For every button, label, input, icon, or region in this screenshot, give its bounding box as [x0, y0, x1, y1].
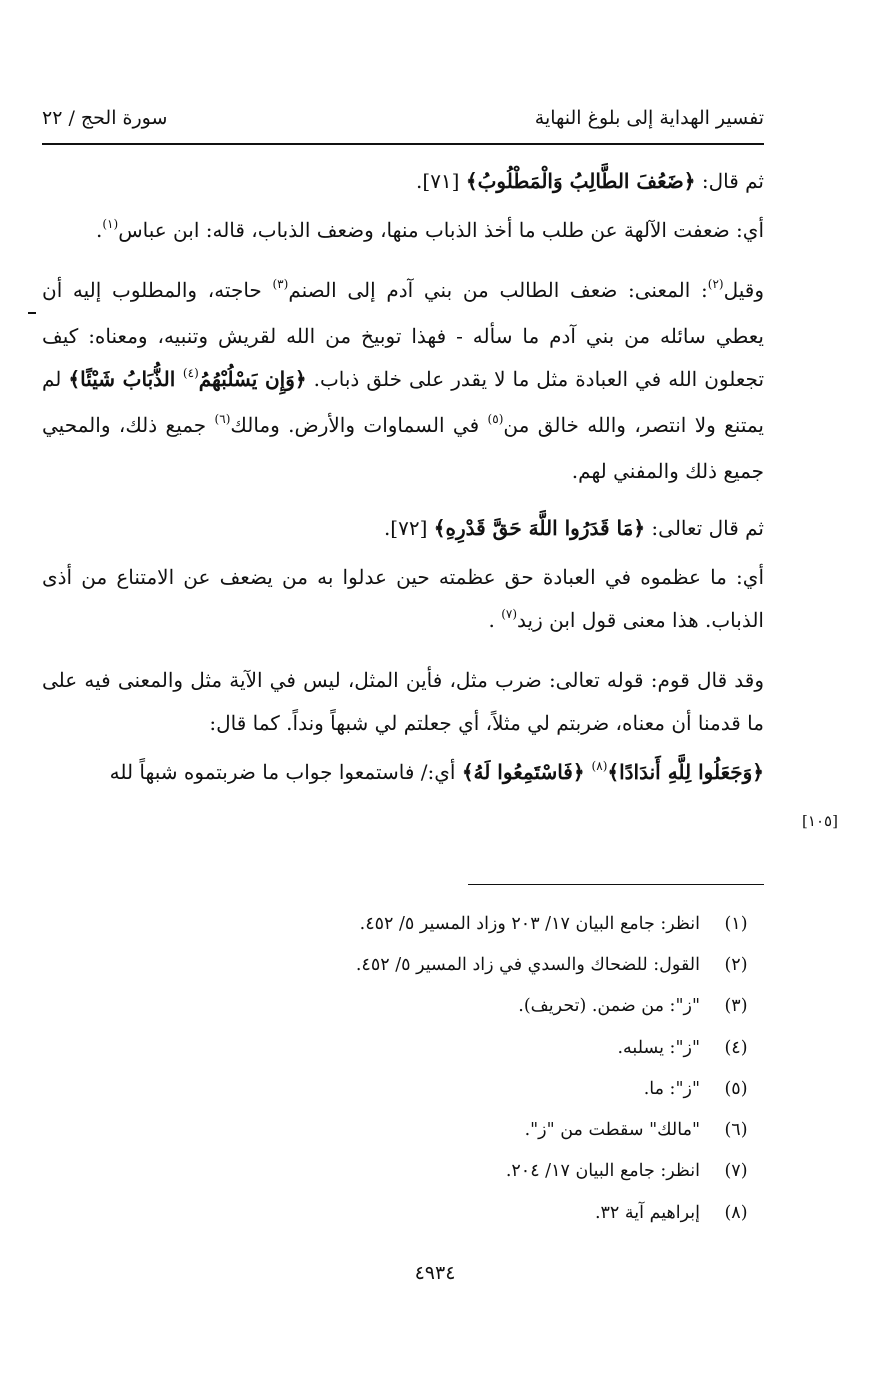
quran-verse: ﴿ضَعُفَ الطَّالِبُ وَالْمَطْلُوبُ﴾	[465, 169, 696, 193]
footnote	[42, 1151, 764, 1192]
footnote-separator	[468, 884, 764, 885]
footnote	[42, 903, 764, 944]
paragraph-6: وقد قال قوم: قوله تعالى: ضرب مثل، فأين المثل، ليس في الآية مثل والمعنى فيه على ما قدمنا أن معناه، ضربتم لي مثلاً، أي جعلتم لي شبهاً ونداً. كما قال:	[42, 668, 764, 735]
footnote-ref-3: (٣)	[272, 277, 289, 291]
footnote-ref-5: (٥)	[487, 412, 504, 426]
footnote-text: "ز": من ضمن. (تحريف).	[518, 996, 700, 1017]
footnote	[42, 944, 764, 985]
header-rule	[42, 143, 764, 145]
manuscript-folio-ref: [١٠٥]	[802, 812, 838, 830]
quran-verse: ﴿وَجَعَلُوا لِلَّهِ أَندَادًا﴾	[607, 760, 764, 784]
paragraph-3: وقيل$^{(٢)}$: المعنى: ضعف الطالب من بني آدم إلى الصنم$^{(٣)}$ حاجته، والمطلوب إليه أن يعطي سائله من بني آدم ما سأله - فهذا توبيخ من الله لقريش وتنبيه، ومعناه: كيف تجعلون الله في العبادة مثل ما لا يقدر على خلق ذباب. ﴿وَإِن يَسْلُبْهُمُ$^{(٤)}$ الذُّبَابُ شَيْئًا﴾ لم يمتنع ولا انتصر، والله خالق من$^{(٥)}$ في السماوات والأرض. ومالك$^{(٦)}$ جميع ذلك، والمحيي جميع ذلك والمفني لهم.	[42, 277, 765, 483]
quran-verse: ﴿وَإِن يَسْلُبْهُمُ	[198, 367, 307, 391]
paragraph-5: أي: ما عظموه في العبادة حق عظمته حين عدلوا به من يضعف عن الامتناع من أذى الذباب. هذا معنى قول ابن زيد$^{(٧)}$ .	[42, 565, 764, 632]
footnote-text: "ز": يسلبه.	[617, 1037, 700, 1058]
footnote-number: (٦)	[724, 1120, 748, 1141]
footnote-ref-1: (١)	[102, 217, 119, 231]
footnote-number: (٤)	[724, 1037, 748, 1058]
footnote-text: انظر: جامع البيان ١٧/ ٢٠٣ وزاد المسير ٥/ ٤٥٢.	[359, 913, 700, 934]
quran-verse: ﴿فَاسْتَمِعُوا لَهُ﴾	[461, 760, 592, 784]
footnote-number: (٧)	[724, 1161, 748, 1182]
footnote-ref-2: (٢)	[707, 277, 724, 291]
footnote	[42, 1109, 764, 1150]
footnote-ref-8: (٨)	[591, 759, 608, 773]
paragraph-2: أي: ضعفت الآلهة عن طلب ما أخذ الذباب منها، وضعف الذباب، قاله: ابن عباس$^{(١)}$.	[96, 217, 764, 242]
footnote-text: "مالك" سقطت من "ز".	[524, 1120, 700, 1141]
footnotes	[42, 903, 764, 1233]
paragraph-4: ثم قال تعالى: ﴿مَا قَدَرُوا اللَّهَ حَقَّ قَدْرِهِ﴾ [٧٢].	[383, 516, 764, 540]
footnote-number: (٣)	[724, 996, 748, 1017]
footnote-text: "ز": ما.	[643, 1078, 700, 1099]
footnote-ref-6: (٦)	[214, 412, 231, 426]
quran-verse: ﴿مَا قَدَرُوا اللَّهَ حَقَّ قَدْرِهِ﴾	[433, 516, 646, 540]
footnote-ref-4: (٤)	[182, 366, 199, 380]
footnote-number: (١)	[724, 913, 748, 934]
running-header	[42, 100, 764, 136]
footnote	[42, 986, 764, 1027]
footnote	[42, 1068, 764, 1109]
footnote-number: (٢)	[724, 954, 748, 975]
quran-verse: الذُّبَابُ شَيْئًا﴾	[68, 367, 183, 391]
footnote-number: (٥)	[724, 1078, 748, 1099]
main-text	[42, 160, 764, 811]
footnote-text: انظر: جامع البيان ١٧/ ٢٠٤.	[505, 1161, 700, 1182]
footnote-text: القول: للضحاك والسدي في زاد المسير ٥/ ٤٥٢.	[355, 954, 700, 975]
surah-reference: سورة الحج / ٢٢	[42, 107, 168, 129]
footnote	[42, 1027, 764, 1068]
paragraph-7: ﴿وَجَعَلُوا لِلَّهِ أَندَادًا﴾$^{(٨)}$ ﴿فَاسْتَمِعُوا لَهُ﴾ أي:/ فاستمعوا جواب ما ضربتموه شبهاً لله	[109, 759, 764, 784]
paragraph-1: ثم قال: ﴿ضَعُفَ الطَّالِبُ وَالْمَطْلُوبُ﴾ [٧١].	[416, 169, 764, 193]
margin-tick	[28, 312, 36, 314]
footnote	[42, 1192, 764, 1233]
book-title: تفسير الهداية إلى بلوغ النهاية	[534, 107, 764, 129]
footnote-text: إبراهيم آية ٣٢.	[594, 1202, 700, 1223]
footnote-number: (٨)	[724, 1202, 748, 1223]
page-number: ٤٩٣٤	[414, 1262, 456, 1284]
footnote-ref-7: (٧)	[501, 607, 518, 621]
